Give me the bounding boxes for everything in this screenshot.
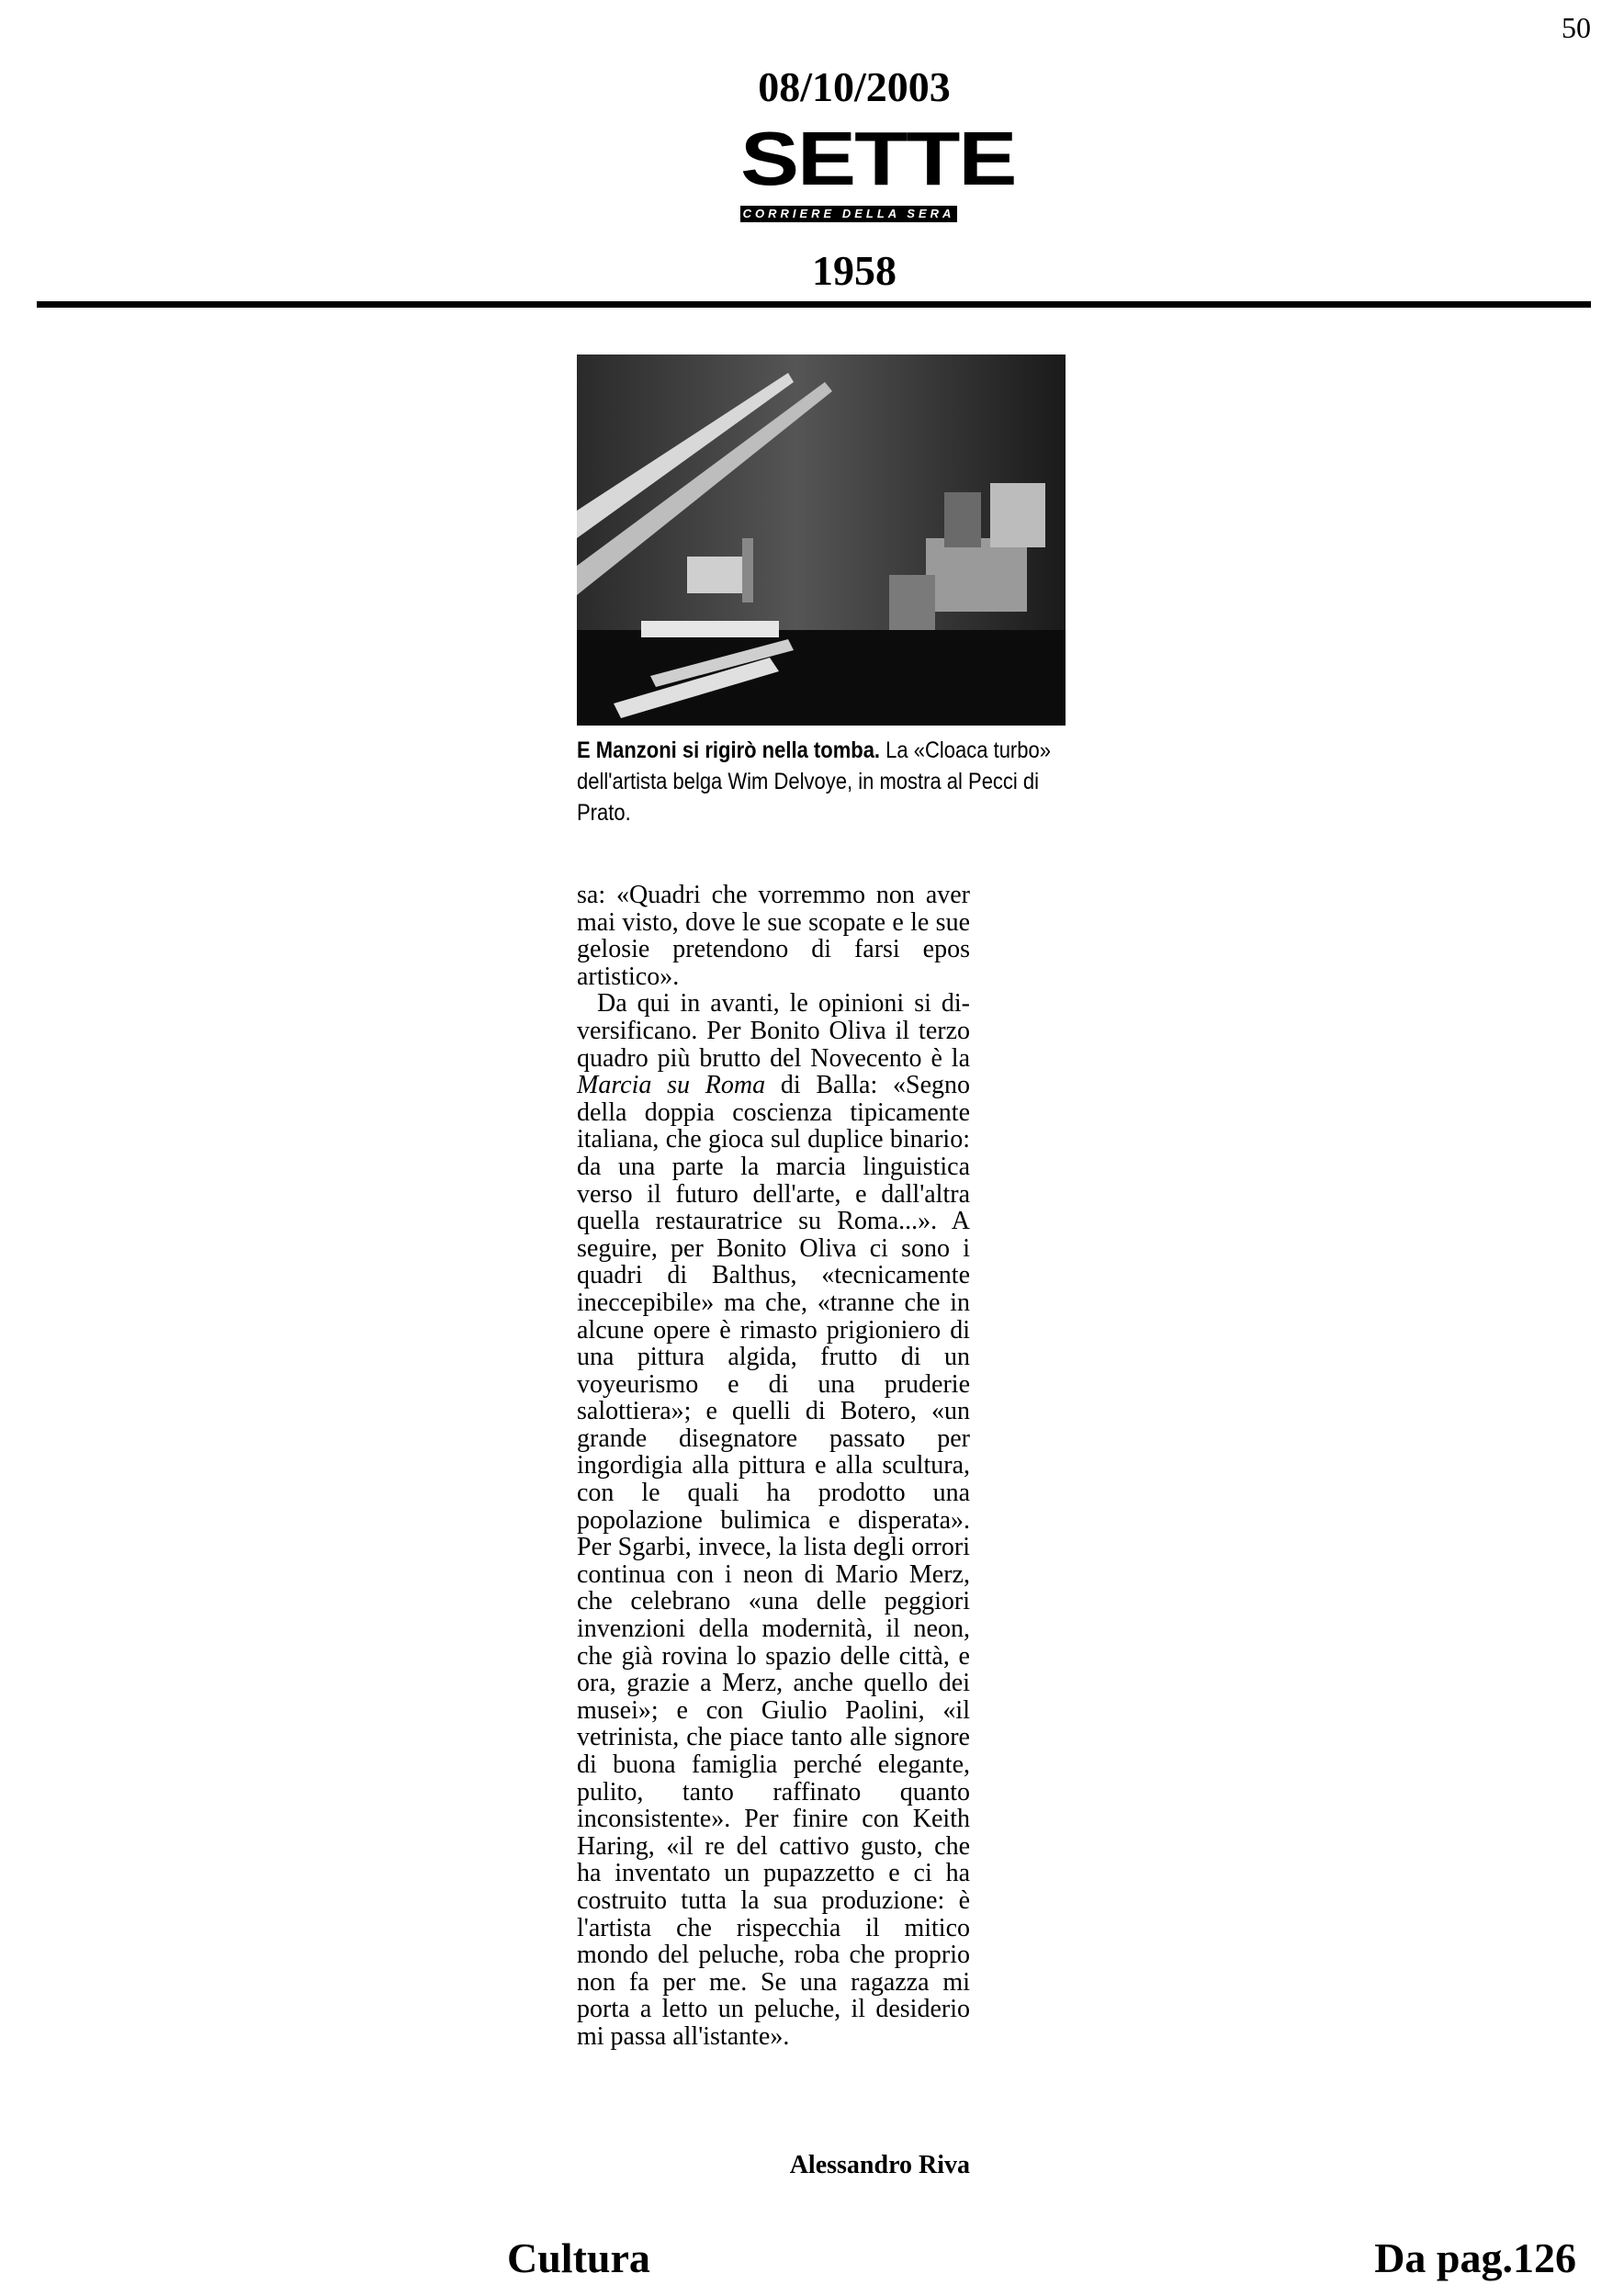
caption-text: La «Cloaca turbo» dell'artista belga Wim Delvoye, in mostra al Pecci di Prato.	[577, 737, 1051, 826]
author-byline: Alessandro Riva	[789, 2151, 970, 2179]
article-photo	[577, 355, 1066, 726]
article-paragraph: sa: «Quadri che vorremmo non aver mai visto, dove le sue scopate e le sue gelosie pretendono di farsi epos artistico».	[577, 881, 970, 991]
header-divider	[37, 301, 1591, 308]
publication-date: 08/10/2003	[758, 63, 951, 110]
photo-caption	[577, 735, 1073, 828]
article-body	[577, 882, 970, 2051]
article-paragraph	[577, 990, 970, 2050]
logo-title: SETTE	[740, 116, 1016, 201]
logo-subtitle: CORRIERE DELLA SERA	[740, 206, 957, 222]
photo-illustration	[577, 355, 1066, 726]
page-number: 50	[1562, 11, 1591, 44]
section-label: Cultura	[507, 2234, 650, 2281]
masthead-logo	[740, 116, 1016, 220]
paragraph-text: di Balla: «Segno della doppia coscienza tipicamente italiana, che gioca sul duplice binario: da una parte la marcia linguistica verso il futuro dell'arte, e dall'altra quella restauratrice su Roma...». A seguire, per Bonito Oliva ci sono i quadri di Balthus, «tecnicamente ineccepibile» ma che, «tranne che in alcune opere è rimasto prigioniero di una pittura algida, frutto di un voyeurismo e di una pruderie salottiera»; e quelli di Botero, «un grande disegnatore passato per ingordigia alla pittura e alla scultura, con le quali ha prodotto una popolazione bulimica e disperata». Per Sgarbi, invece, la lista degli orrori continua con i neon di Mario Merz, che celebrano «una delle peggiori invenzioni della modernità, il neon, che già rovina lo spazio delle città, e ora, grazie a Merz, anche quello dei musei»; e con Giulio Paolini, «il vetrinista, che piace tanto alle signore di buona famiglia perché elegante, pulito, tanto raffinato quanto inconsistente». Per finire con Keith Haring, «il re del cattivo gusto, che ha inventato un pupazzetto e ci ha costruito tutta la sua produzione: è l'artista che rispecchia il mitico mondo del peluche, roba che proprio non fa per me. Se una ragazza mi porta a letto un peluche, il desiderio mi passa all'istante».	[577, 1071, 970, 2051]
caption-lead: E Manzoni si rigirò nella tomba.	[577, 737, 881, 763]
source-page: Da pag.126	[1374, 2234, 1576, 2281]
paragraph-text: Da qui in avanti, le opinioni si di-versificano. Per Bonito Oliva il terzo quadro più brutto del Novecento è la	[577, 989, 970, 1073]
header-year: 1958	[812, 247, 897, 294]
artwork-title: Marcia su Roma	[577, 1071, 766, 1100]
